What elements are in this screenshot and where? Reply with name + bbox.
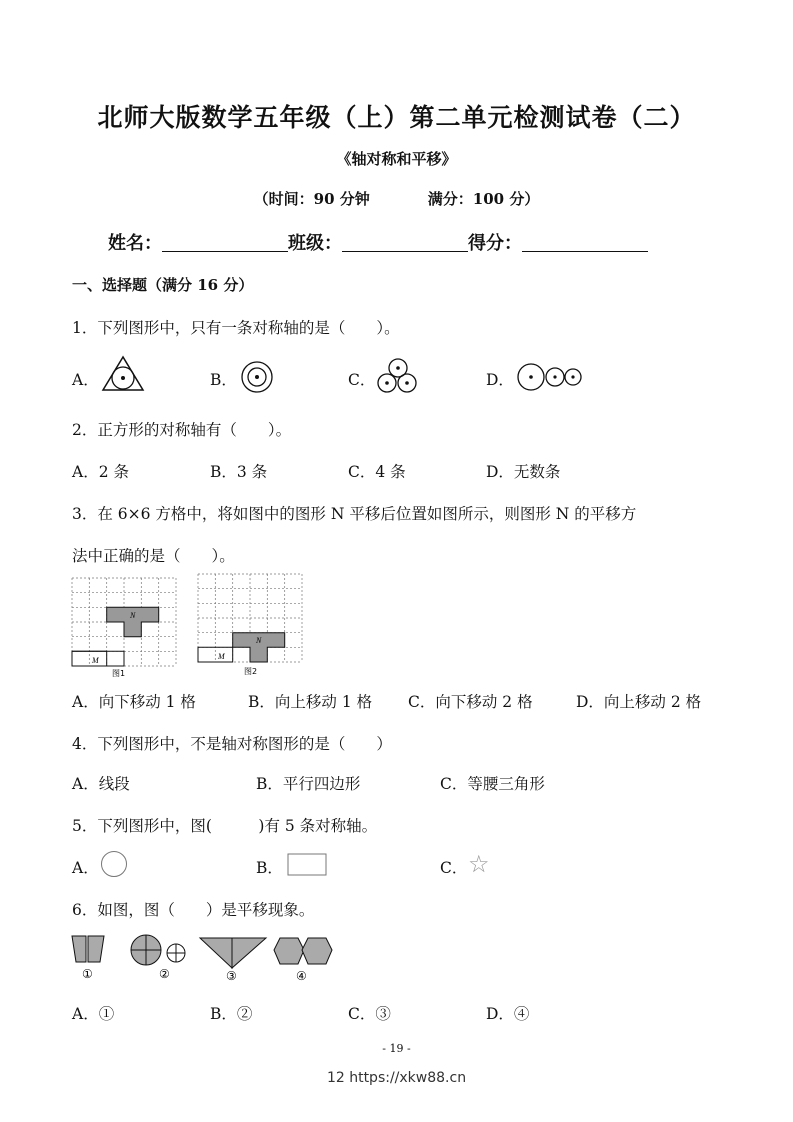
q2-option-b: B．3 条 [210, 463, 268, 481]
q2-option-a: A．2 条 [72, 463, 129, 481]
fig2-label: 图2 [244, 667, 258, 676]
q3-option-a: A．向下移动 1 格 [72, 693, 196, 711]
page-title: 北师大版数学五年级（上）第二单元检测试卷（二） [97, 103, 696, 132]
fig-label-1: ① [82, 967, 93, 981]
fig-label-4: ④ [296, 969, 307, 983]
m-label-fig1: M [92, 656, 99, 665]
q5-option-a: A． [72, 859, 99, 877]
question-5: 5．下列图形中，图( )有 5 条对称轴。 [72, 817, 378, 835]
translation-figures [70, 934, 340, 984]
page-number: - 19 - [382, 1042, 411, 1055]
score-label: 得分： [468, 233, 522, 254]
question-6: 6．如图，图（ ）是平移现象。 [72, 901, 315, 919]
class-blank[interactable] [342, 233, 468, 252]
q1-option-b: B． [210, 371, 237, 389]
q6-option-d: D．④ [486, 1005, 530, 1023]
q3-option-d: D．向上移动 2 格 [576, 693, 702, 711]
exam-meta [0, 188, 793, 209]
circle-figure [100, 850, 130, 880]
question-1: 1．下列图形中，只有一条对称轴的是（ ）。 [72, 319, 400, 337]
q4-option-c: C．等腰三角形 [440, 775, 545, 793]
q6-option-a: A．① [72, 1005, 115, 1023]
m-label-fig2: M [218, 652, 225, 661]
q3-option-b: B．向上移动 1 格 [248, 693, 373, 711]
q3-option-c: C．向下移动 2 格 [408, 693, 533, 711]
q6-option-b: B．② [210, 1005, 253, 1023]
grid-figure-1 [72, 578, 178, 678]
q2-option-c: C．4 条 [348, 463, 406, 481]
q2-option-d: D．无数条 [486, 463, 561, 481]
circles-row-figure [516, 362, 586, 392]
question-3-line-2: 法中正确的是（ ）。 [72, 547, 235, 565]
name-label: 姓名： [108, 233, 162, 254]
grid-figure-2 [198, 574, 304, 678]
q4-option-a: A．线段 [72, 775, 130, 793]
three-circles-figure [374, 356, 422, 396]
q1-option-d: D． [486, 371, 514, 389]
question-4: 4．下列图形中，不是轴对称图形的是（ ） [72, 735, 392, 753]
q4-option-b: B．平行四边形 [256, 775, 361, 793]
triangle-circle-figure [100, 354, 150, 394]
rectangle-figure [287, 853, 329, 879]
student-info-line [108, 229, 648, 255]
star-icon: ☆ [468, 850, 490, 878]
time-label: （时间：90 分钟 [253, 190, 370, 208]
q6-option-c: C．③ [348, 1005, 391, 1023]
n-label-fig2: N [256, 636, 262, 645]
footer-watermark[interactable]: 12 https://xkw88.cn [326, 1070, 467, 1086]
full-score-label: 满分：100 分） [427, 190, 540, 208]
question-2: 2．正方形的对称轴有（ ）。 [72, 421, 292, 439]
score-blank[interactable] [522, 233, 648, 252]
q1-option-a: A． [72, 371, 99, 389]
concentric-circles-figure [238, 360, 278, 394]
q1-option-c: C． [348, 371, 376, 389]
n-label-fig1: N [130, 611, 136, 620]
fig-label-2: ② [159, 967, 170, 981]
page-subtitle: 《轴对称和平移》 [336, 150, 457, 168]
section-heading: 一、选择题（满分 16 分） [72, 276, 254, 294]
name-blank[interactable] [162, 233, 288, 252]
q5-option-c: C． [440, 859, 468, 877]
question-3-line-1: 3．在 6×6 方格中，将如图中的图形 N 平移后位置如图所示，则图形 N 的平移方 [72, 505, 637, 523]
fig-label-3: ③ [226, 969, 237, 983]
class-label: 班级： [288, 233, 342, 254]
q5-option-b: B． [256, 859, 283, 877]
fig1-label: 图1 [112, 669, 126, 678]
